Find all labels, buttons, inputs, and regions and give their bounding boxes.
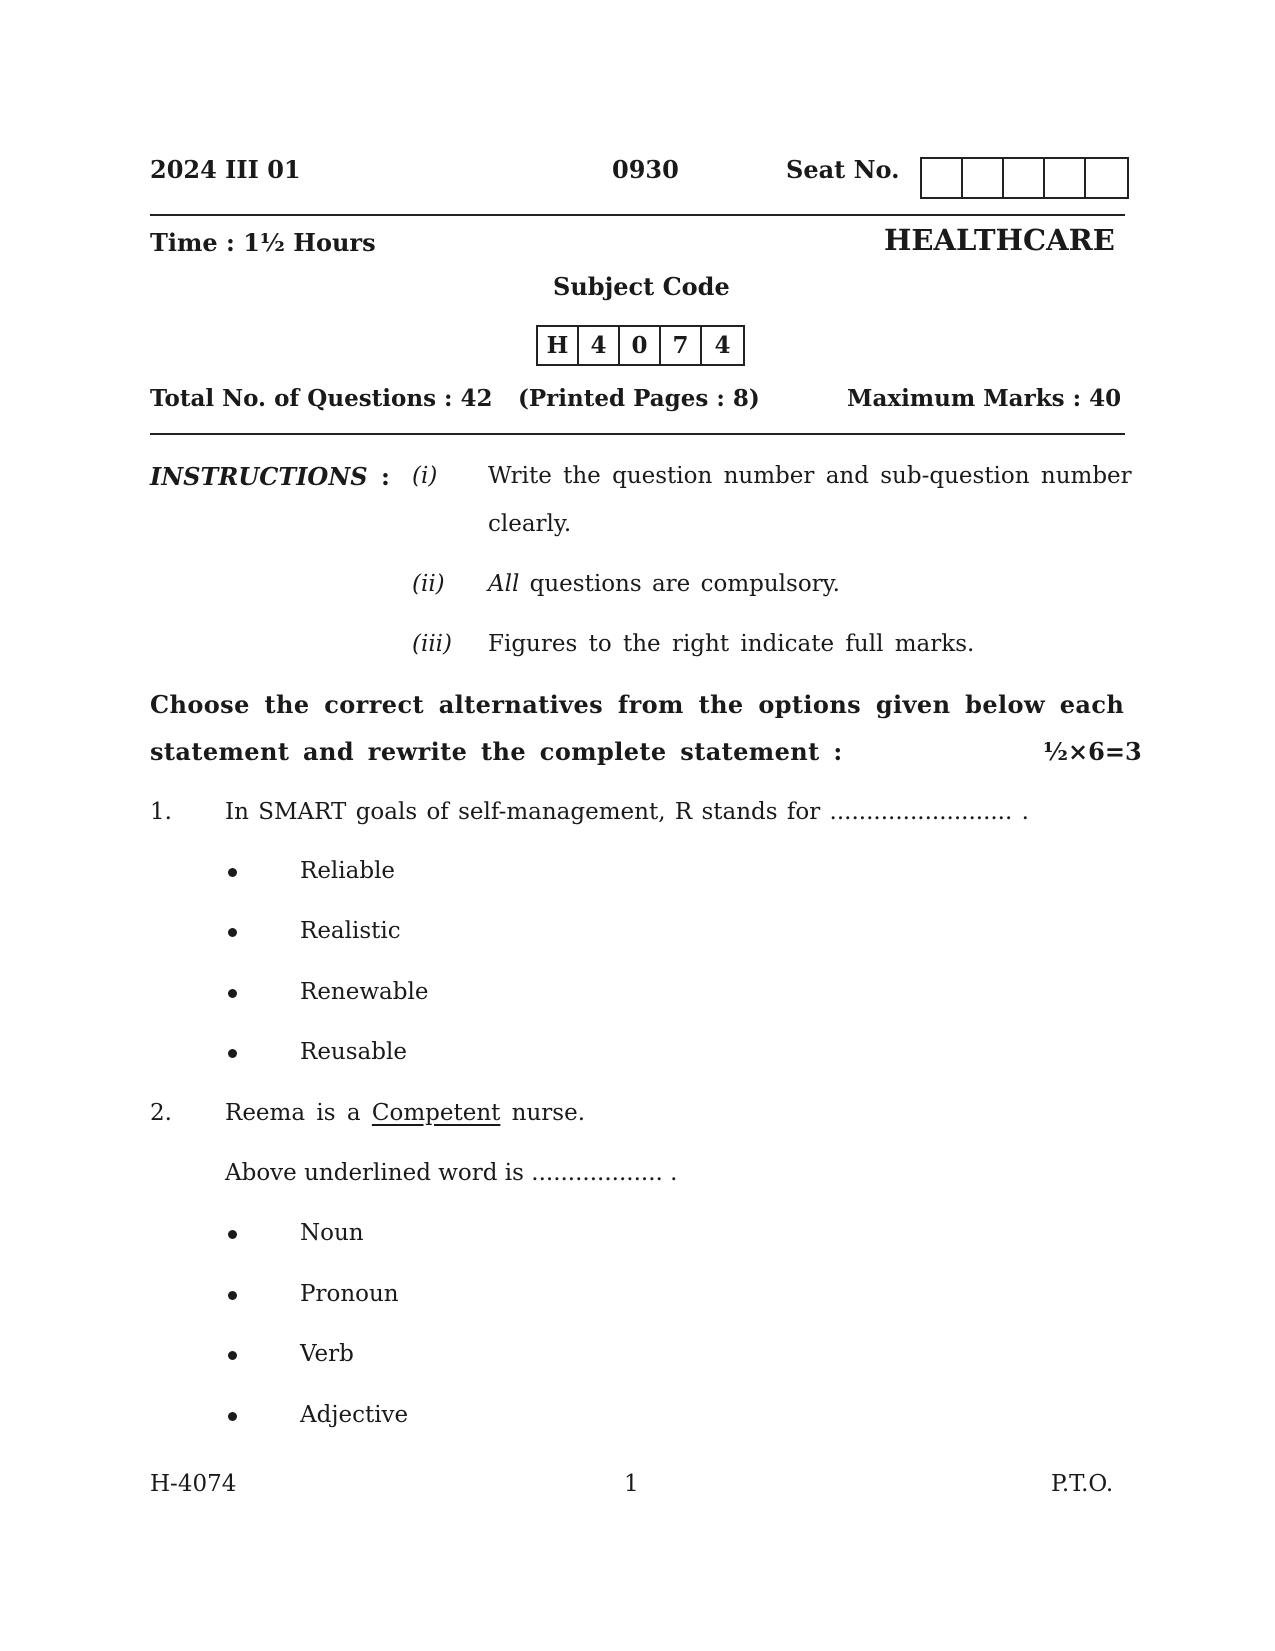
option-label: Renewable	[300, 979, 429, 1005]
question-subtext: Above underlined word is .................. .	[225, 1160, 678, 1186]
header-rule-bottom	[150, 433, 1125, 435]
instruction-number: (iii)	[412, 631, 453, 657]
instruction-text-continued: clearly.	[488, 511, 572, 537]
seat-box[interactable]	[922, 159, 963, 197]
footer-pto: P.T.O.	[1051, 1471, 1114, 1497]
instruction-number: (ii)	[412, 571, 445, 597]
exam-code: 2024 III 01	[150, 155, 301, 184]
section-instruction-line2: statement and rewrite the complete statement :	[150, 737, 843, 766]
footer-paper-code: H-4074	[150, 1471, 237, 1497]
bullet-icon	[228, 989, 237, 998]
bullet-icon	[228, 868, 237, 877]
bullet-icon	[228, 1049, 237, 1058]
section-instruction-line1: Choose the correct alternatives from the options given below each	[150, 690, 1125, 719]
instruction-text: Write the question number and sub-question number	[488, 463, 1132, 489]
question-text: Reema is a Competent nurse.	[225, 1100, 586, 1126]
section-marks: ½×6=3	[1043, 737, 1142, 766]
subject-code-char: 0	[620, 327, 661, 364]
instructions-label: INSTRUCTIONS	[150, 462, 368, 491]
instruction-number: (i)	[412, 463, 438, 489]
printed-pages: (Printed Pages : 8)	[518, 385, 760, 412]
center-code: 0930	[612, 155, 679, 184]
seat-box[interactable]	[963, 159, 1004, 197]
option-label: Pronoun	[300, 1281, 399, 1307]
option-label: Reliable	[300, 858, 396, 884]
bullet-icon	[228, 928, 237, 937]
seat-label: Seat No.	[786, 155, 900, 184]
instruction-text: Figures to the right indicate full marks.	[488, 631, 975, 657]
question-number: 1.	[150, 799, 172, 825]
bullet-icon	[228, 1230, 237, 1239]
seat-box[interactable]	[1086, 159, 1127, 197]
bullet-icon	[228, 1291, 237, 1300]
option-label: Realistic	[300, 918, 401, 944]
subject-code-char: 4	[579, 327, 620, 364]
option-label: Noun	[300, 1220, 364, 1246]
instruction-text: All questions are compulsory.	[488, 571, 840, 597]
maximum-marks: Maximum Marks : 40	[847, 385, 1122, 412]
instruction-emphasis: All	[488, 571, 520, 597]
question-number: 2.	[150, 1100, 172, 1126]
option-label: Verb	[300, 1341, 354, 1367]
total-questions: Total No. of Questions : 42	[150, 385, 493, 412]
subject-code-char: 7	[661, 327, 702, 364]
subject-code-boxes	[536, 325, 745, 366]
bullet-icon	[228, 1412, 237, 1421]
subject-title: HEALTHCARE	[884, 223, 1115, 257]
header-rule-top	[150, 214, 1125, 216]
subject-code-char: 4	[714, 332, 731, 359]
bullet-icon	[228, 1351, 237, 1360]
seat-box[interactable]	[1045, 159, 1086, 197]
option-label: Adjective	[300, 1402, 409, 1428]
footer-page-number: 1	[624, 1471, 639, 1497]
option-label: Reusable	[300, 1039, 407, 1065]
instructions-colon: :	[381, 462, 390, 491]
underlined-word: Competent	[371, 1100, 501, 1126]
subject-code-char: H	[538, 327, 579, 364]
seat-box[interactable]	[1004, 159, 1045, 197]
time-label: Time : 1½ Hours	[150, 228, 376, 257]
subject-code-label: Subject Code	[553, 272, 730, 301]
question-text: In SMART goals of self-management, R stands for ......................... .	[225, 799, 1029, 825]
seat-number-boxes[interactable]	[920, 157, 1129, 199]
